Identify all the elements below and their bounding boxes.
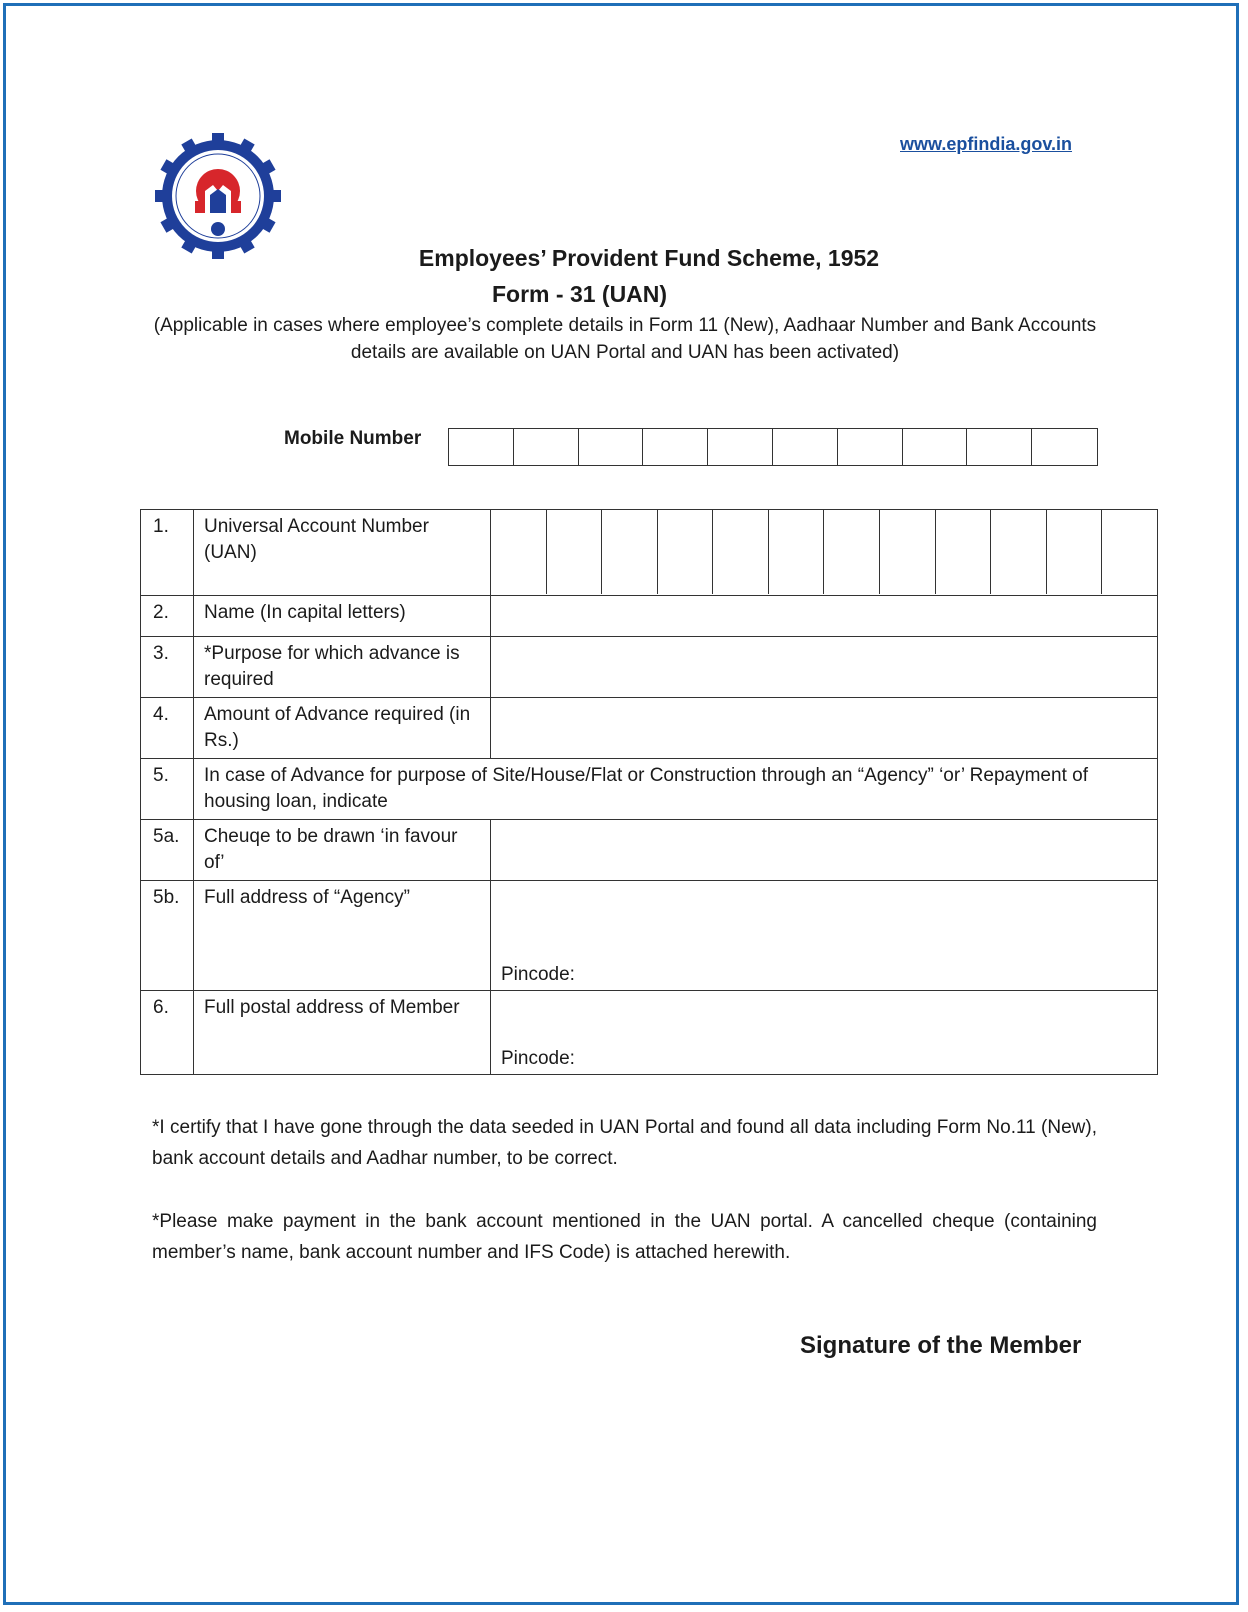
mobile-digit-box[interactable] [967, 429, 1032, 465]
purpose-field[interactable] [491, 637, 1158, 698]
table-row-purpose [141, 637, 1158, 698]
row-label: *Purpose for which advance is required [194, 637, 491, 698]
row-number: 6. [141, 991, 194, 1075]
row-label: Full postal address of Member [194, 991, 491, 1075]
row-number: 5. [141, 759, 194, 820]
uan-digit-box[interactable] [547, 510, 603, 594]
agency-address-field[interactable] [491, 881, 1158, 991]
mobile-digit-box[interactable] [1032, 429, 1097, 465]
row-label: Name (In capital letters) [194, 596, 491, 637]
row-number: 4. [141, 698, 194, 759]
uan-digit-box[interactable] [602, 510, 658, 594]
epfo-logo [155, 133, 281, 259]
uan-digit-box[interactable] [880, 510, 936, 594]
form-title: Form - 31 (UAN) [492, 281, 668, 307]
row-label: Full address of “Agency” [194, 881, 491, 991]
row-number: 5b. [141, 881, 194, 991]
row-number: 1. [141, 510, 194, 596]
uan-digit-box[interactable] [1047, 510, 1103, 594]
table-row-agency-note [141, 759, 1158, 820]
table-row-name [141, 596, 1158, 637]
row-label: Universal Account Number (UAN) [194, 510, 491, 596]
advance-form-table [140, 509, 1158, 1075]
table-row-member-address [141, 991, 1158, 1075]
certification-text: *I certify that I have gone through the data seeded in UAN Portal and found all data including Form No.11 (New), bank account details and Aadhar number, to be correct. [152, 1117, 1097, 1169]
uan-digit-box[interactable] [1102, 510, 1157, 594]
table-row-agency-address [141, 881, 1158, 991]
uan-digit-box[interactable] [991, 510, 1047, 594]
row-number: 3. [141, 637, 194, 698]
mobile-number-label: Mobile Number [284, 428, 422, 449]
uan-digit-box[interactable] [936, 510, 992, 594]
table-row-cheque [141, 820, 1158, 881]
row-number: 2. [141, 596, 194, 637]
mobile-digit-box[interactable] [643, 429, 708, 465]
uan-field[interactable] [491, 510, 1158, 596]
table-row-amount [141, 698, 1158, 759]
payment-instruction-text: *Please make payment in the bank account mentioned in the UAN portal. A cancelled cheque (containing member’s name, bank account number and IFS Code) is attached herewith. [152, 1211, 1097, 1263]
uan-digit-box[interactable] [713, 510, 769, 594]
signature-label: Signature of the Member [800, 1332, 1082, 1359]
row-label: Cheuqe to be drawn ‘in favour of’ [194, 820, 491, 881]
row-number: 5a. [141, 820, 194, 881]
mobile-digit-box[interactable] [449, 429, 514, 465]
uan-digit-box[interactable] [824, 510, 880, 594]
uan-digit-box[interactable] [491, 510, 547, 594]
amount-field[interactable] [491, 698, 1158, 759]
mobile-digit-box[interactable] [773, 429, 838, 465]
form-subtitle: (Applicable in cases where employee’s complete details in Form 11 (New), Aadhaar Number and Bank Accounts details are available on UAN Portal and UAN has been activated) [153, 315, 1097, 363]
mobile-digit-box[interactable] [708, 429, 773, 465]
cheque-favour-field[interactable] [491, 820, 1158, 881]
uan-digit-box[interactable] [658, 510, 714, 594]
scheme-title: Employees’ Provident Fund Scheme, 1952 [418, 245, 880, 271]
name-field[interactable] [491, 596, 1158, 637]
pincode-label: Pincode: [501, 1048, 575, 1069]
mobile-digit-box[interactable] [903, 429, 968, 465]
mobile-digit-box[interactable] [838, 429, 903, 465]
row-label: Amount of Advance required (in Rs.) [194, 698, 491, 759]
mobile-number-field[interactable] [448, 428, 1098, 466]
website-link[interactable]: www.epfindia.gov.in [900, 134, 1073, 154]
table-row-uan [141, 510, 1158, 596]
mobile-digit-box[interactable] [514, 429, 579, 465]
mobile-digit-box[interactable] [579, 429, 644, 465]
row-label: In case of Advance for purpose of Site/House/Flat or Construction through an “Agency” ‘or’ Repayment of housing loan, indicate [194, 759, 1158, 820]
pincode-label: Pincode: [501, 964, 575, 985]
uan-digit-box[interactable] [769, 510, 825, 594]
member-address-field[interactable] [491, 991, 1158, 1075]
